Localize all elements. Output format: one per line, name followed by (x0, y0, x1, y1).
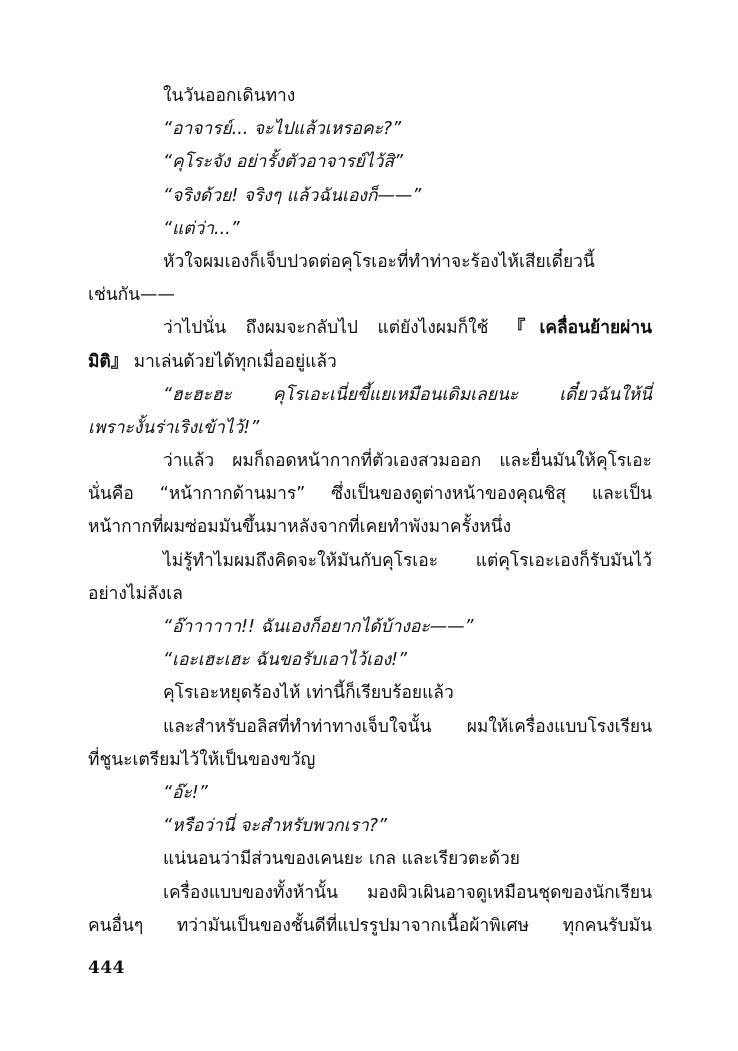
dialogue-line: “แต่ว่า...” (163, 218, 240, 239)
text-line: ที่ชูนะเตรียมไว้ให้เป็นของขวัญ (88, 749, 316, 770)
page-body (88, 80, 652, 943)
text-line (88, 346, 652, 379)
skill-name: 『เคลื่อนย้ายผ่าน (507, 318, 652, 339)
skill-name: มิติ』 (88, 351, 129, 372)
dialogue-line: “จริงด้วย! จริงๆ แล้วฉันเองก็——” (163, 185, 422, 206)
text-line: ว่าแล้ว ผมก็ถอดหน้ากากที่ตัวเองสวมออก และยื่นมันให้คุโรเอะ (163, 451, 652, 472)
text-line: ในวันออกเดินทาง (163, 86, 296, 106)
dialogue-line: “เอะเฮะเฮะ ฉันขอรับเอาไว้เอง!” (163, 650, 408, 671)
text-line: เช่นกัน—— (88, 285, 175, 306)
dialogue-line: เพราะงั้นร่าเริงเข้าไว้!” (88, 417, 260, 438)
text-line: เครื่องแบบของทั้งห้านั้น มองผิวเผินอาจดูเหมือนชุดของนักเรียน (163, 882, 652, 903)
text-span: มาเล่นด้วยได้ทุกเมื่ออยู่แล้ว (128, 351, 337, 372)
text-line: คนอื่นๆ ทว่ามันเป็นของชั้นดีที่แปรรูปมาจากเนื้อผ้าพิเศษ ทุกคนรับมัน (88, 915, 652, 936)
page-number: 444 (88, 958, 125, 978)
text-line: นั่นคือ “หน้ากากด้านมาร” ซึ่งเป็นของดูต่างหน้าของคุณชิสุ และเป็น (88, 484, 652, 505)
dialogue-line: “ฮะฮะฮะ คุโรเอะเนี่ยขี้แยเหมือนเดิมเลยนะ เดี๋ยวฉันให้นี่ (163, 384, 652, 405)
text-line (88, 312, 652, 345)
dialogue-line: “อ๊ะ!” (163, 782, 208, 803)
text-line: อย่างไม่ลังเล (88, 583, 183, 604)
text-line: และสำหรับอลิสที่ทำท่าทางเจ็บใจนั้น ผมให้เครื่องแบบโรงเรียน (163, 716, 652, 737)
text-line: คุโรเอะหยุดร้องไห้ เท่านี้ก็เรียบร้อยแล้ว (163, 683, 454, 704)
text-line: หัวใจผมเองก็เจ็บปวดต่อคุโรเอะที่ทำท่าจะร้องไห้เสียเดี๋ยวนี้ (163, 251, 595, 272)
text-span: ว่าไปนั่น ถึงผมจะกลับไป แต่ยังไงผมก็ใช้ (163, 318, 508, 339)
text-line: แน่นอนว่ามีส่วนของเคนยะ เกล และเรียวตะด้วย (163, 849, 520, 870)
text-line: ไม่รู้ทำไมผมถึงคิดจะให้มันกับคุโรเอะ แต่คุโรเอะเองก็รับมันไว้ (163, 550, 652, 571)
dialogue-line: “อาจารย์... จะไปแล้วเหรอคะ?” (163, 119, 402, 140)
dialogue-line: “หรือว่านี่ จะสำหรับพวกเรา?” (163, 816, 388, 837)
dialogue-line: “คุโระจัง อย่ารั้งตัวอาจารย์ไว้สิ” (163, 152, 403, 173)
text-line: หน้ากากที่ผมซ่อมมันขึ้นมาหลังจากที่เคยทำพังมาครั้งหนึ่ง (88, 517, 512, 538)
dialogue-line: “อ๊าาาาาา!! ฉันเองก็อยากได้บ้างอะ——” (163, 617, 474, 637)
